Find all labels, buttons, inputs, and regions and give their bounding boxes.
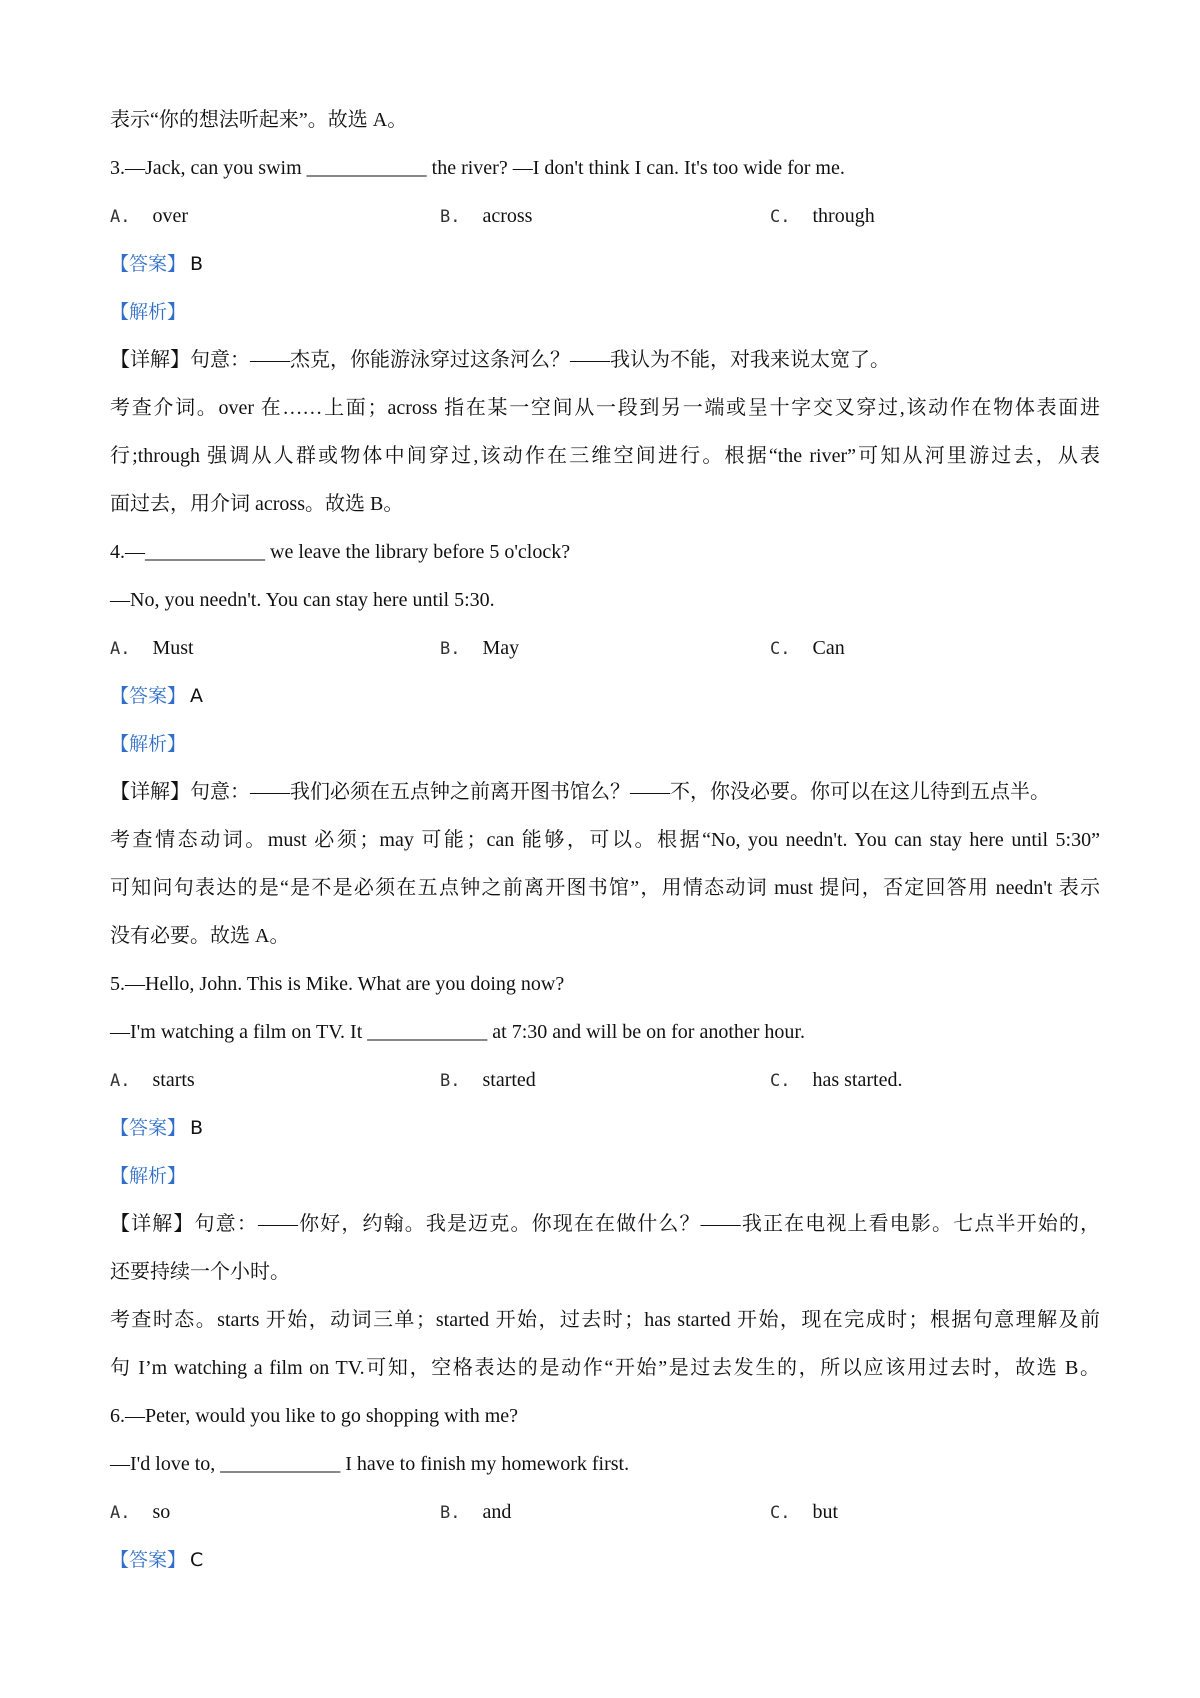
option-letter: C. (770, 1503, 791, 1523)
option-letter: C. (770, 207, 791, 227)
option-text: over (152, 205, 189, 227)
q3-option-a (110, 192, 440, 240)
q5-option-b (440, 1056, 770, 1104)
q3-explain-1: 考查介词。over 在……上面；across 指在某一空间从一段到另一端或呈十字交叉穿过,该动作在物体表面进 (110, 397, 1100, 419)
q6-option-c (770, 1488, 1100, 1536)
q4-explain-2: 可知问句表达的是“是不是必须在五点钟之前离开图书馆”，用情态动词 must 提问，否定回答用 needn't 表示 (110, 877, 1100, 899)
q5-option-a (110, 1056, 440, 1104)
q5-stem-2: —I'm watching a film on TV. It ____________ at 7:30 and will be on for another hour. (110, 1021, 805, 1043)
option-text: Must (152, 637, 194, 659)
option-text: Can (812, 637, 845, 659)
option-letter: A. (110, 1071, 131, 1091)
option-letter: B. (440, 1503, 461, 1523)
q4-explain-3: 没有必要。故选 A。 (110, 925, 290, 947)
answer-value: C (190, 1549, 204, 1571)
q5-explain-2: 句 I’m watching a film on TV.可知，空格表达的是动作“开始”是过去发生的，所以应该用过去时，故选 B。 (110, 1357, 1100, 1379)
option-letter: A. (110, 639, 131, 659)
answer-tag: 【答案】 (110, 253, 187, 275)
answer-tag: 【答案】 (110, 685, 187, 707)
q6-options (110, 1488, 1100, 1536)
intro-line: 表示“你的想法听起来”。故选 A。 (110, 109, 408, 131)
q6-stem-1: 6.—Peter, would you like to go shopping with me? (110, 1405, 519, 1427)
option-letter: B. (440, 639, 461, 659)
q5-analysis (110, 1152, 1100, 1200)
q5-explain-1: 考查时态。starts 开始，动词三单；started 开始，过去时；has started 开始，现在完成时；根据句意理解及前 (110, 1309, 1100, 1331)
answer-tag: 【答案】 (110, 1549, 187, 1571)
answer-value: B (190, 253, 204, 275)
option-letter: B. (440, 207, 461, 227)
q6-answer (110, 1536, 1100, 1584)
q5-options (110, 1056, 1100, 1104)
q3-options (110, 192, 1100, 240)
q5-option-c (770, 1056, 1100, 1104)
document-page (110, 96, 1100, 1584)
option-letter: A. (110, 1503, 131, 1523)
q5-answer (110, 1104, 1100, 1152)
q3-stem: 3.—Jack, can you swim ____________ the river? —I don't think I can. It's too wide for me. (110, 157, 845, 179)
option-text: so (152, 1501, 171, 1523)
q4-explain-1: 考查情态动词。must 必须；may 可能；can 能够，可以。根据“No, you needn't. You can stay here until 5:30” (110, 829, 1100, 851)
q4-answer (110, 672, 1100, 720)
analysis-tag: 【解析】 (110, 733, 187, 755)
q6-option-b (440, 1488, 770, 1536)
q4-option-b (440, 624, 770, 672)
q3-option-b (440, 192, 770, 240)
q3-explain-2: 行;through 强调从人群或物体中间穿过,该动作在三维空间进行。根据“the river”可知从河里游过去，从表 (110, 445, 1100, 467)
q4-options (110, 624, 1100, 672)
option-letter: A. (110, 207, 131, 227)
option-letter: B. (440, 1071, 461, 1091)
q4-option-a (110, 624, 440, 672)
option-text: across (482, 205, 533, 227)
analysis-tag: 【解析】 (110, 301, 187, 323)
q5-detail-1: 【详解】句意：——你好，约翰。我是迈克。你现在在做什么？——我正在电视上看电影。七点半开始的， (110, 1213, 1100, 1235)
q4-stem-2: —No, you needn't. You can stay here until 5:30. (110, 589, 495, 611)
q6-option-a (110, 1488, 440, 1536)
option-text: started (482, 1069, 536, 1091)
option-text: has started. (812, 1069, 903, 1091)
q5-detail-2: 还要持续一个小时。 (110, 1261, 290, 1283)
option-text: through (812, 205, 875, 227)
answer-value: A (190, 685, 204, 707)
option-text: May (482, 637, 520, 659)
q6-stem-2: —I'd love to, ____________ I have to finish my homework first. (110, 1453, 630, 1475)
option-text: but (812, 1501, 839, 1523)
q4-detail: 【详解】句意：——我们必须在五点钟之前离开图书馆么？——不，你没必要。你可以在这儿待到五点半。 (110, 781, 1050, 803)
q4-stem-1: 4.—____________ we leave the library before 5 o'clock? (110, 541, 571, 563)
q5-stem-1: 5.—Hello, John. This is Mike. What are you doing now? (110, 973, 565, 995)
answer-value: B (190, 1117, 204, 1139)
q3-explain-3: 面过去，用介词 across。故选 B。 (110, 493, 404, 515)
answer-tag: 【答案】 (110, 1117, 187, 1139)
q3-analysis (110, 288, 1100, 336)
q4-option-c (770, 624, 1100, 672)
analysis-tag: 【解析】 (110, 1165, 187, 1187)
option-text: and (482, 1501, 512, 1523)
option-letter: C. (770, 639, 791, 659)
q3-option-c (770, 192, 1100, 240)
q3-detail: 【详解】句意：——杰克，你能游泳穿过这条河么？——我认为不能，对我来说太宽了。 (110, 349, 890, 371)
q3-answer (110, 240, 1100, 288)
q4-analysis (110, 720, 1100, 768)
option-letter: C. (770, 1071, 791, 1091)
option-text: starts (152, 1069, 195, 1091)
